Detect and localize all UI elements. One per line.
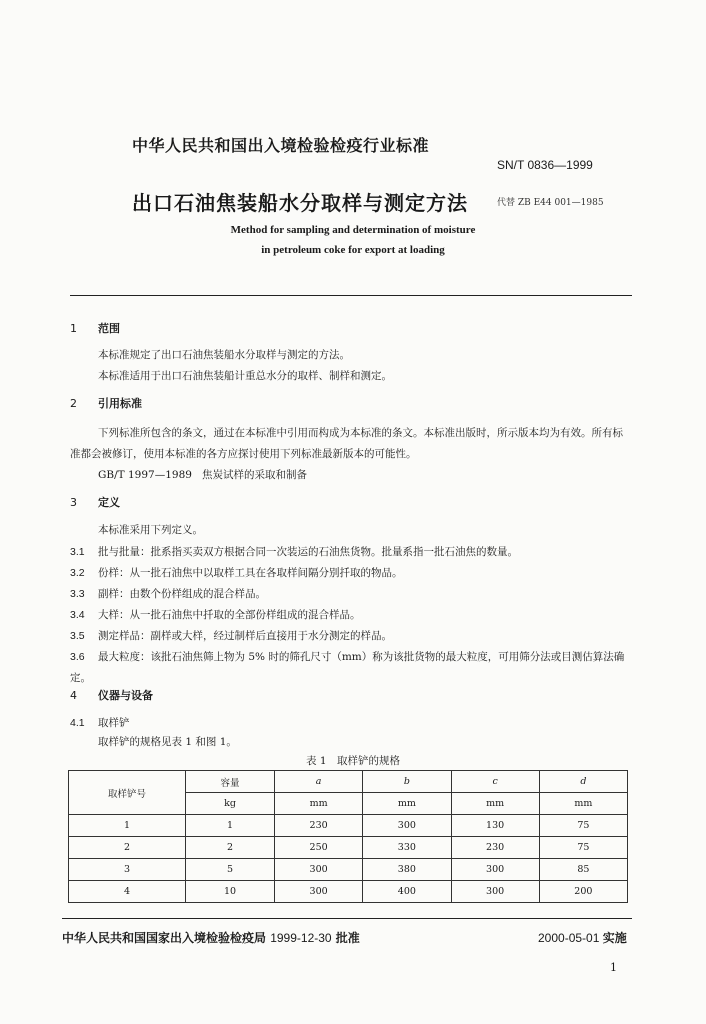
- definition-number: 3.3: [70, 588, 85, 600]
- footer-approval: [62, 929, 360, 946]
- footer-divider: [62, 918, 632, 919]
- definition-text: 份样：从一批石油焦中以取样工具在各取样间隔分别扦取的物品。: [98, 567, 403, 579]
- section-title: 仪器与设备: [98, 689, 153, 702]
- cell-a: 250: [275, 837, 363, 859]
- definition-text: 最大粒度：该批石油焦筛上物为 5% 时的筛孔尺寸（mm）称为该批货物的最大粒度，可用筛分法或目测估算法确定。: [70, 651, 625, 684]
- definition-number: 3.4: [70, 609, 85, 621]
- section-number: 2: [70, 397, 77, 410]
- table-row: [69, 837, 628, 859]
- replaces-note: 代替 ZB E44 001—1985: [497, 198, 604, 208]
- section-2-heading: [70, 395, 142, 411]
- unit-mm-d: mm: [539, 793, 627, 815]
- cell-c: 230: [451, 837, 539, 859]
- section-title: 定义: [98, 496, 120, 509]
- definition-number: 3.2: [70, 567, 85, 579]
- subsection-title: 取样铲: [98, 717, 130, 729]
- cell-capacity: 5: [186, 859, 275, 881]
- cell-no: 4: [69, 881, 186, 903]
- cell-a: 230: [275, 815, 363, 837]
- definition-3-2: [70, 563, 632, 584]
- cell-c: 300: [451, 859, 539, 881]
- header-shovel-no: 取样铲号: [69, 771, 186, 815]
- definition-number: 3.6: [70, 651, 85, 663]
- reference-standard: [98, 467, 307, 482]
- header-divider: [70, 295, 632, 296]
- cell-no: 3: [69, 859, 186, 881]
- definition-3-4: [70, 605, 632, 626]
- effective-date: 2000-05-01: [538, 931, 600, 945]
- unit-mm-b: mm: [363, 793, 451, 815]
- subsection-number: 4.1: [70, 717, 85, 729]
- effective-label: 实施: [602, 931, 627, 945]
- section-title: 引用标准: [98, 397, 142, 410]
- table-header-row: [69, 771, 628, 793]
- definition-text: 大样：从一批石油焦中扦取的全部份样组成的混合样品。: [98, 609, 361, 621]
- cell-no: 1: [69, 815, 186, 837]
- header-c: c: [451, 771, 539, 793]
- definition-3-5: [70, 626, 632, 647]
- section-3-heading: [70, 494, 120, 510]
- section-1-heading: [70, 320, 120, 336]
- issuer: 中华人民共和国国家出入境检验检疫局: [62, 931, 267, 945]
- header-capacity: 容量: [186, 771, 275, 793]
- section-2-paragraph: 下列标准所包含的条文，通过在本标准中引用而构成为本标准的条文。本标准出版时，所示版本均为有效。所有标准都会被修订，使用本标准的各方应探讨使用下列标准最新版本的可能性。: [70, 427, 623, 460]
- approve-date: 1999-12-30: [270, 931, 332, 945]
- cell-b: 300: [363, 815, 451, 837]
- english-title-line2: in petroleum coke for export at loading: [261, 244, 445, 256]
- table-row: [69, 881, 628, 903]
- cell-capacity: 10: [186, 881, 275, 903]
- definition-3-3: [70, 584, 632, 605]
- cell-a: 300: [275, 859, 363, 881]
- footer-effective: [538, 929, 627, 946]
- definition-text: 批与批量：批系指买卖双方根据合同一次装运的石油焦货物。批量系指一批石油焦的数量。: [98, 546, 518, 558]
- cell-no: 2: [69, 837, 186, 859]
- cell-d: 200: [539, 881, 627, 903]
- definition-text: 测定样品：副样或大样，经过制样后直接用于水分测定的样品。: [98, 630, 392, 642]
- section-number: 4: [70, 689, 77, 702]
- unit-mm-c: mm: [451, 793, 539, 815]
- document-title: 出口石油焦装船水分取样与测定方法: [132, 191, 468, 215]
- definition-number: 3.1: [70, 546, 85, 558]
- section-title: 范围: [98, 322, 120, 335]
- definition-3-6: [70, 647, 632, 689]
- cell-d: 75: [539, 815, 627, 837]
- table-row: [69, 815, 628, 837]
- cell-b: 330: [363, 837, 451, 859]
- header-d: d: [539, 771, 627, 793]
- cell-b: 380: [363, 859, 451, 881]
- header-b: b: [363, 771, 451, 793]
- standard-code: SN/T 0836—1999: [497, 158, 593, 172]
- definition-text: 副样：由数个份样组成的混合样品。: [98, 588, 266, 600]
- unit-mm-a: mm: [275, 793, 363, 815]
- cell-b: 400: [363, 881, 451, 903]
- section-1-paragraph-2: 本标准适用于出口石油焦装船计重总水分的取样、制样和测定。: [98, 370, 392, 382]
- header-a: a: [275, 771, 363, 793]
- subsection-4-1-heading: [70, 715, 130, 730]
- cell-d: 85: [539, 859, 627, 881]
- cell-capacity: 1: [186, 815, 275, 837]
- table-caption: 表 1 取样铲的规格: [305, 755, 401, 767]
- page-number: 1: [610, 961, 617, 974]
- shovel-spec-table: [68, 770, 628, 903]
- reference-code: GB/T 1997—1989: [98, 469, 192, 481]
- cell-c: 300: [451, 881, 539, 903]
- cell-a: 300: [275, 881, 363, 903]
- table-row: [69, 859, 628, 881]
- unit-kg: kg: [186, 793, 275, 815]
- section-3-intro: 本标准采用下列定义。: [98, 524, 203, 536]
- definition-3-1: [70, 542, 632, 563]
- reference-title: 焦炭试样的采取和制备: [201, 469, 307, 481]
- cell-c: 130: [451, 815, 539, 837]
- section-number: 1: [70, 322, 77, 335]
- approve-label: 批准: [335, 931, 360, 945]
- cell-d: 75: [539, 837, 627, 859]
- section-number: 3: [70, 496, 77, 509]
- english-title-line1: Method for sampling and determination of moisture: [230, 224, 476, 236]
- subsection-4-1-text: 取样铲的规格见表 1 和图 1。: [98, 736, 237, 748]
- section-4-heading: [70, 687, 153, 703]
- section-1-paragraph-1: 本标准规定了出口石油焦装船水分取样与测定的方法。: [98, 349, 350, 361]
- cell-capacity: 2: [186, 837, 275, 859]
- definition-number: 3.5: [70, 630, 85, 642]
- industry-standard-title: 中华人民共和国出入境检验检疫行业标准: [132, 136, 430, 155]
